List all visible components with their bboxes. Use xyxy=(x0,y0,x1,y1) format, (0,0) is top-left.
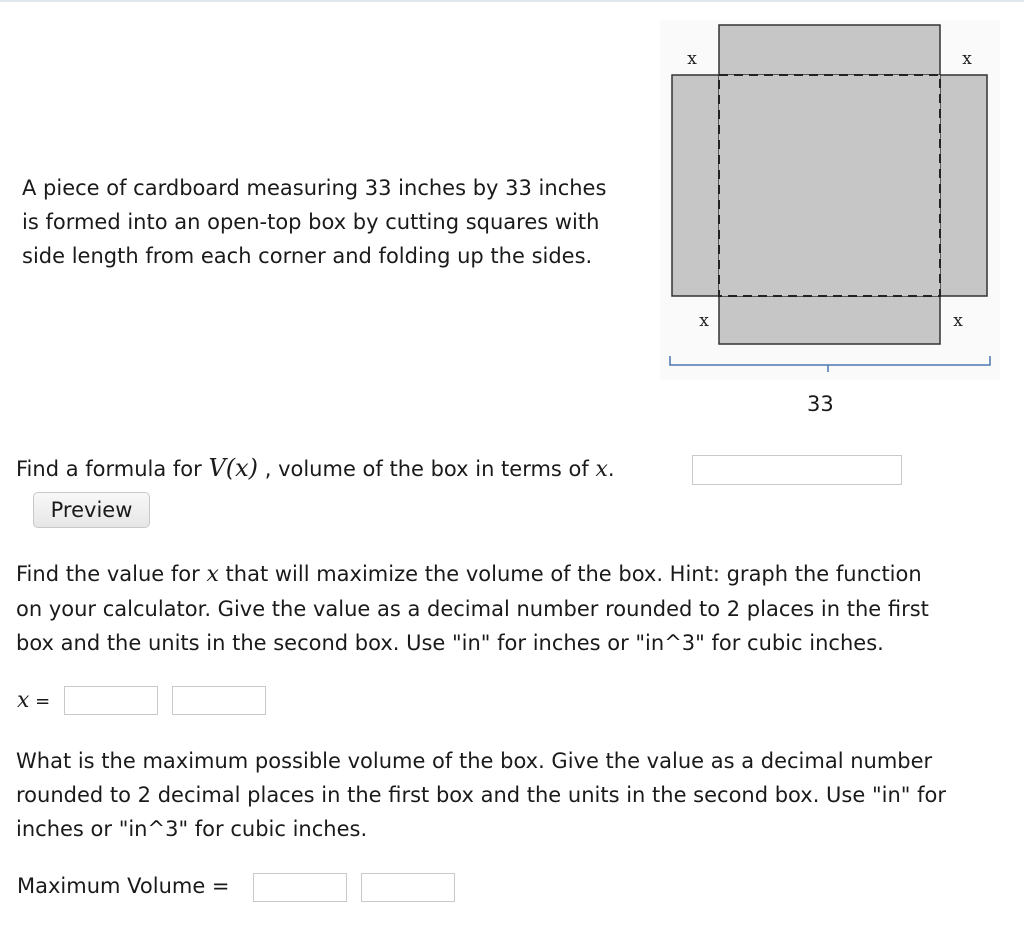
intro-line: is formed into an open-top box by cutting squares with xyxy=(22,210,600,234)
corner-label-top-left: x xyxy=(687,49,697,69)
problem-intro xyxy=(22,171,606,273)
q2-line xyxy=(16,557,929,592)
max-volume-units-input[interactable] xyxy=(361,873,455,902)
formula-input[interactable] xyxy=(692,455,902,485)
right-flap xyxy=(940,75,987,296)
q1-middle: , volume of the box in terms of xyxy=(258,457,596,481)
q1-prefix: Find a formula for xyxy=(16,457,209,481)
x-units-input[interactable] xyxy=(172,686,266,715)
question-max-volume xyxy=(16,744,946,846)
q3-line: rounded to 2 decimal places in the first box and the units in the second box. Use "in" for xyxy=(16,783,946,807)
corner-label-bottom-right: x xyxy=(953,311,963,331)
bottom-flap xyxy=(719,296,940,344)
corner-label-top-right: x xyxy=(962,49,972,69)
max-volume-label: Maximum Volume = xyxy=(17,874,230,898)
cardboard-diagram xyxy=(660,20,1000,430)
q1-variable: x xyxy=(595,457,608,482)
corner-label-bottom-left: x xyxy=(699,311,709,331)
top-divider xyxy=(0,0,1024,2)
preview-button[interactable]: Preview xyxy=(33,492,150,528)
q2-line: box and the units in the second box. Use "in" for inches or "in^3" for cubic inches. xyxy=(16,631,884,655)
x-value-input[interactable] xyxy=(64,686,158,715)
q3-line: inches or "in^3" for cubic inches. xyxy=(16,817,368,841)
q2-line: on your calculator. Give the value as a decimal number rounded to 2 places in the first xyxy=(16,597,929,621)
question-formula xyxy=(16,451,615,487)
q1-suffix: . xyxy=(607,457,615,481)
box-base xyxy=(719,75,940,296)
max-volume-value-input[interactable] xyxy=(253,873,347,902)
x-answer-eq: = xyxy=(29,691,51,712)
q2-line1-a: Find the value for xyxy=(16,562,207,586)
intro-line: side length from each corner and folding up the sides. xyxy=(22,244,593,268)
intro-line: A piece of cardboard measuring 33 inches by 33 inches xyxy=(22,176,607,200)
question-maximize xyxy=(16,557,929,660)
x-answer-var: x xyxy=(17,688,30,713)
x-answer-label xyxy=(17,685,50,717)
dimension-label: 33 xyxy=(807,392,834,416)
q2-line1-b: that will maximize the volume of the box. Hint: graph the function xyxy=(218,562,922,586)
q1-function: V(x) xyxy=(208,454,259,482)
q2-variable: x xyxy=(206,562,219,587)
left-flap xyxy=(672,75,719,296)
top-flap xyxy=(719,25,940,75)
q3-line: What is the maximum possible volume of the box. Give the value as a decimal number xyxy=(16,749,933,773)
